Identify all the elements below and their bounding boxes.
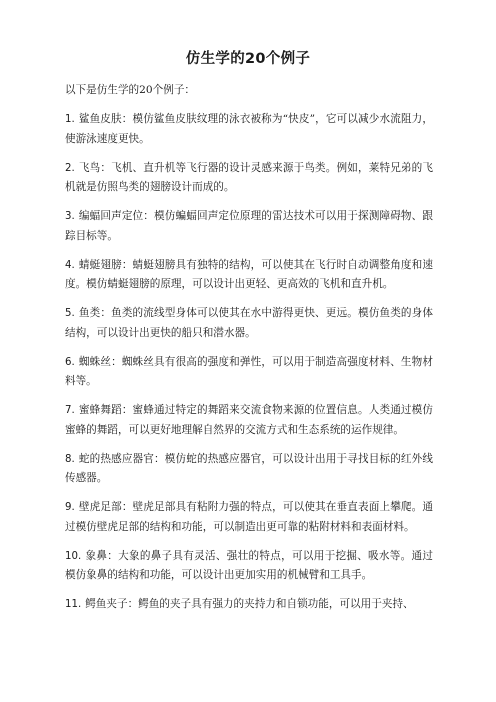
list-item [65,401,433,440]
item-text: 蜻蜓翅膀：蜻蜓翅膀具有独特的结构，可以使其在飞行时自动调整角度和速度。模仿蜻蜓翅膀的原理，可以设计出更轻、更高效的飞机和直升机。 [65,258,433,290]
list-item [65,498,433,537]
item-number: 2. [65,162,75,174]
list-item [65,595,433,615]
item-number: 8. [65,453,75,465]
item-number: 10. [65,550,82,562]
list-item [65,207,433,246]
item-text: 鳄鱼夹子：鳄鱼的夹子具有强力的夹持力和自锁功能，可以用于夹持、 [85,598,414,610]
item-number: 9. [65,502,75,513]
item-number: 11. [65,599,82,610]
list-item [65,304,433,343]
item-number: 1. [65,114,75,125]
item-text: 鲨鱼皮肤：模仿鲨鱼皮肤纹理的泳衣被称为“快皮”，它可以减少水流阻力，使游泳速度更快。 [65,113,433,145]
item-text: 壁虎足部：壁虎足部具有粘附力强的特点，可以使其在垂直表面上攀爬。通过模仿壁虎足部的结构和功能，可以制造出更可靠的粘附材料和表面材料。 [65,501,433,533]
list-item [65,547,433,586]
document-body [65,81,433,624]
item-number: 5. [65,308,75,319]
item-number: 3. [65,211,75,222]
item-text: 蜘蛛丝：蜘蛛丝具有很高的强度和弹性，可以用于制造高强度材料、生物材料等。 [65,355,433,387]
item-number: 4. [65,259,75,271]
document-title: 仿生学的20个例子 [185,51,311,67]
list-item [65,159,433,198]
list-item [65,353,433,392]
intro-paragraph: 以下是仿生学的20个例子： [65,84,196,96]
item-text: 蛇的热感应器官：模仿蛇的热感应器官，可以设计出用于寻找目标的红外线传感器。 [65,452,433,484]
list-item [65,450,433,489]
item-number: 6. [65,356,75,368]
item-text: 象鼻：大象的鼻子具有灵活、强壮的特点，可以用于挖掘、吸水等。通过模仿象鼻的结构和功能，可以设计出更加实用的机械臂和工具手。 [65,549,433,581]
item-text: 鱼类：鱼类的流线型身体可以使其在水中游得更快、更远。模仿鱼类的身体结构，可以设计出更快的船只和潜水器。 [65,307,433,339]
list-item [65,110,433,149]
item-number: 7. [65,405,75,416]
list-item [65,256,433,295]
item-text: 飞鸟：飞机、直升机等飞行器的设计灵感来源于鸟类。例如，莱特兄弟的飞机就是仿照鸟类的翅膀设计而成的。 [65,161,433,193]
item-text: 蜜蜂舞蹈：蜜蜂通过特定的舞蹈来交流食物来源的位置信息。人类通过模仿蜜蜂的舞蹈，可以更好地理解自然界的交流方式和生态系统的运作规律。 [65,404,433,436]
item-text: 编蝠回声定位：模仿蝙蝠回声定位原理的雷达技术可以用于探测障碍物、跟踪目标等。 [65,210,433,242]
